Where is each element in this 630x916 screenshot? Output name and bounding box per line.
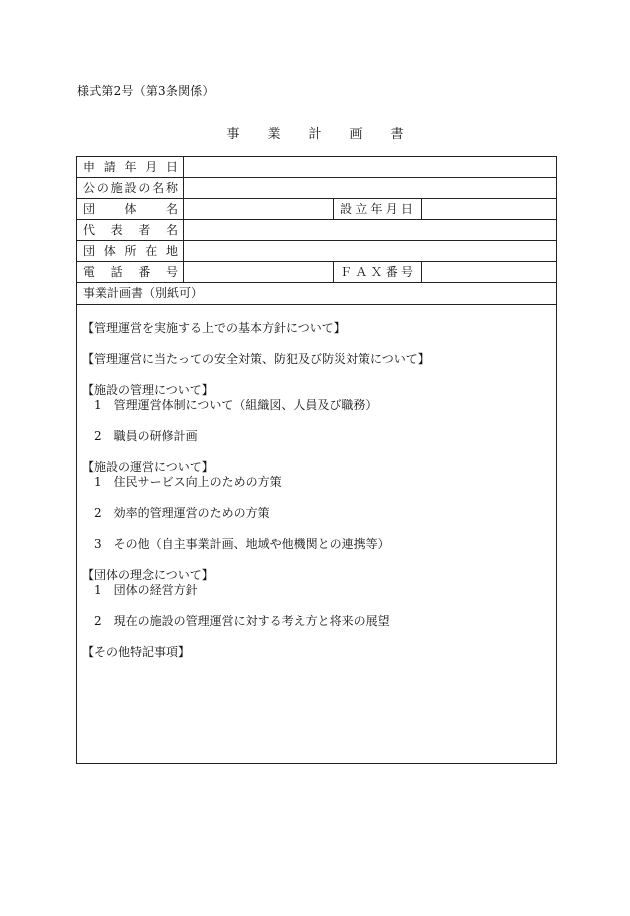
application-date-row <box>77 157 556 178</box>
plan-header: 事業計画書（別紙可） <box>77 283 556 305</box>
plan-body[interactable] <box>77 305 556 763</box>
title-char: 業 <box>267 127 281 142</box>
representative-label: 代 表 者 名 <box>77 220 184 240</box>
facility-operation-heading: 【施設の運営について】 <box>82 460 214 474</box>
philosophy-item: 2 現在の施設の管理運営に対する考え方と将来の展望 <box>94 614 390 628</box>
title-char: 計 <box>308 127 322 142</box>
document-title <box>0 123 630 142</box>
representative-row <box>77 220 556 241</box>
philosophy-heading: 【団体の理念について】 <box>82 568 214 582</box>
facility-operation-item: 1 住民サービス向上のための方策 <box>94 475 282 489</box>
facility-management-item: 1 管理運営体制について（組織図、人員及び職務） <box>94 398 378 412</box>
facility-name-field[interactable] <box>184 178 556 198</box>
organization-name-field[interactable] <box>184 199 334 219</box>
address-field[interactable] <box>184 241 556 261</box>
facility-name-row <box>77 178 556 199</box>
phone-row <box>77 262 556 283</box>
title-char: 事 <box>226 127 240 142</box>
phone-field[interactable] <box>184 262 334 282</box>
form-number: 様式第2号（第3条関係） <box>77 84 215 98</box>
application-date-field[interactable] <box>184 157 556 177</box>
other-notes-heading: 【その他特記事項】 <box>82 645 191 659</box>
safety-heading: 【管理運営に当たっての安全対策、防犯及び防災対策について】 <box>82 352 430 366</box>
established-date-field[interactable] <box>422 199 556 219</box>
title-char: 書 <box>390 127 404 142</box>
plan-form-table <box>76 156 557 764</box>
address-label: 団 体 所 在 地 <box>77 241 184 261</box>
facility-management-item: 2 職員の研修計画 <box>94 429 198 443</box>
facility-operation-item: 3 その他（自主事業計画、地域や他機関との連携等） <box>94 537 390 551</box>
fax-field[interactable] <box>422 262 556 282</box>
facility-name-label: 公 の 施 設 の 名 称 <box>77 178 184 198</box>
address-row <box>77 241 556 262</box>
title-char: 画 <box>349 127 363 142</box>
philosophy-item: 1 団体の経営方針 <box>94 583 198 597</box>
facility-operation-item: 2 効率的管理運営のための方策 <box>94 506 270 520</box>
established-date-label: 設 立 年 月 日 <box>334 199 422 219</box>
organization-row <box>77 199 556 220</box>
facility-management-heading: 【施設の管理について】 <box>82 383 214 397</box>
fax-label: Ｆ Ａ Ｘ 番 号 <box>334 262 422 282</box>
application-date-label: 申 請 年 月 日 <box>77 157 184 177</box>
phone-label: 電 話 番 号 <box>77 262 184 282</box>
basic-policy-heading: 【管理運営を実施する上での基本方針について】 <box>82 321 346 335</box>
organization-name-label: 団 体 名 <box>77 199 184 219</box>
representative-field[interactable] <box>184 220 556 240</box>
